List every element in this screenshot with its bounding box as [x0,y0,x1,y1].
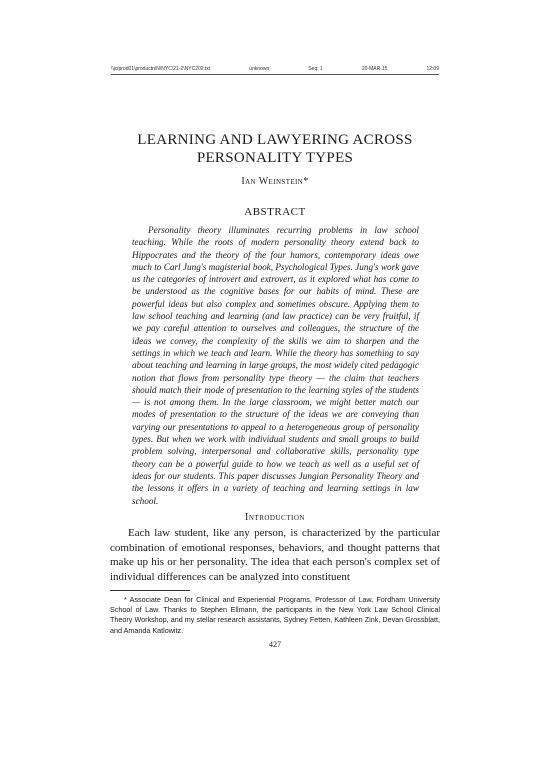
header-seq: Seq: 1 [308,66,323,72]
section-heading-introduction: Introduction [245,512,305,523]
page-number: 427 [269,640,281,649]
header-time: 12:09 [426,66,439,72]
header-file-path: \\jciprod01\productn\N\NYC\21-2\NYC202.txt [111,66,211,72]
header-date: 20-MAR-15 [361,66,388,72]
running-header [111,66,439,75]
abstract-heading: ABSTRACT [244,206,306,218]
footnote-divider [110,590,190,591]
article-author: Ian Weinstein* [241,176,309,187]
article-title: LEARNING AND LAWYERING ACROSS PERSONALITY TYPES [137,132,413,166]
header-field: unknown [249,66,270,72]
footnote: * Associate Dean for Clinical and Experiential Programs, Professor of Law, Fordham University School of Law. Thanks to Stephen Ellmann, the participants in the New York Law School Clinical Theory Workshop, and my stellar research assistants, Sydney Fetten, Kathleen Zink, Devan Grossblatt, and Amanda Katlowitz. [110,595,440,635]
body-paragraph: Each law student, like any person, is characterized by the particular combination of emotional responses, behaviors, and thought patterns that make up his or her personality. The idea that each person's complex set of individual differences can be analyzed into constituent [110,527,440,583]
abstract-text: Personality theory illuminates recurring problems in law school teaching. While the roots of modern personality theory extend back to Hippocrates and the theory of the four humors, contemporary ideas owe much to Carl Jung's magisterial book, Psychological Types. Jung's work gave us the categories of introvert and extrovert, as it explored what has come to be understood as the cognitive bases for our habits of mind. These are powerful ideas but also complex and sometimes obscure. Applying them to law school teaching and learning (and law practice) can be very fruitful, if we pay careful attention to ourselves and colleagues, the structure of the ideas we convey, the complexity of the skills we aim to sharpen and the settings in which we teach and learn. While the theory has something to say about teaching and learning in large groups, the most widely cited pedagogic notion that flows from personality type theory — the claim that teachers should match their mode of presentation to the learning styles of the students — is not among them. In the large classroom, we might better match our modes of presentation to the structure of the ideas we are conveying than varying our presentations to appeal to a heterogeneous group of personality types. But when we work with individual students and small groups to build problem solving, interpersonal and collaborative skills, personality type theory can be a powerful guide to how we teach as well as a useful set of ideas for our students. This paper discusses Jungian Personality Theory and the lessons it offers in a variety of teaching and learning settings in law school. [132,225,419,506]
